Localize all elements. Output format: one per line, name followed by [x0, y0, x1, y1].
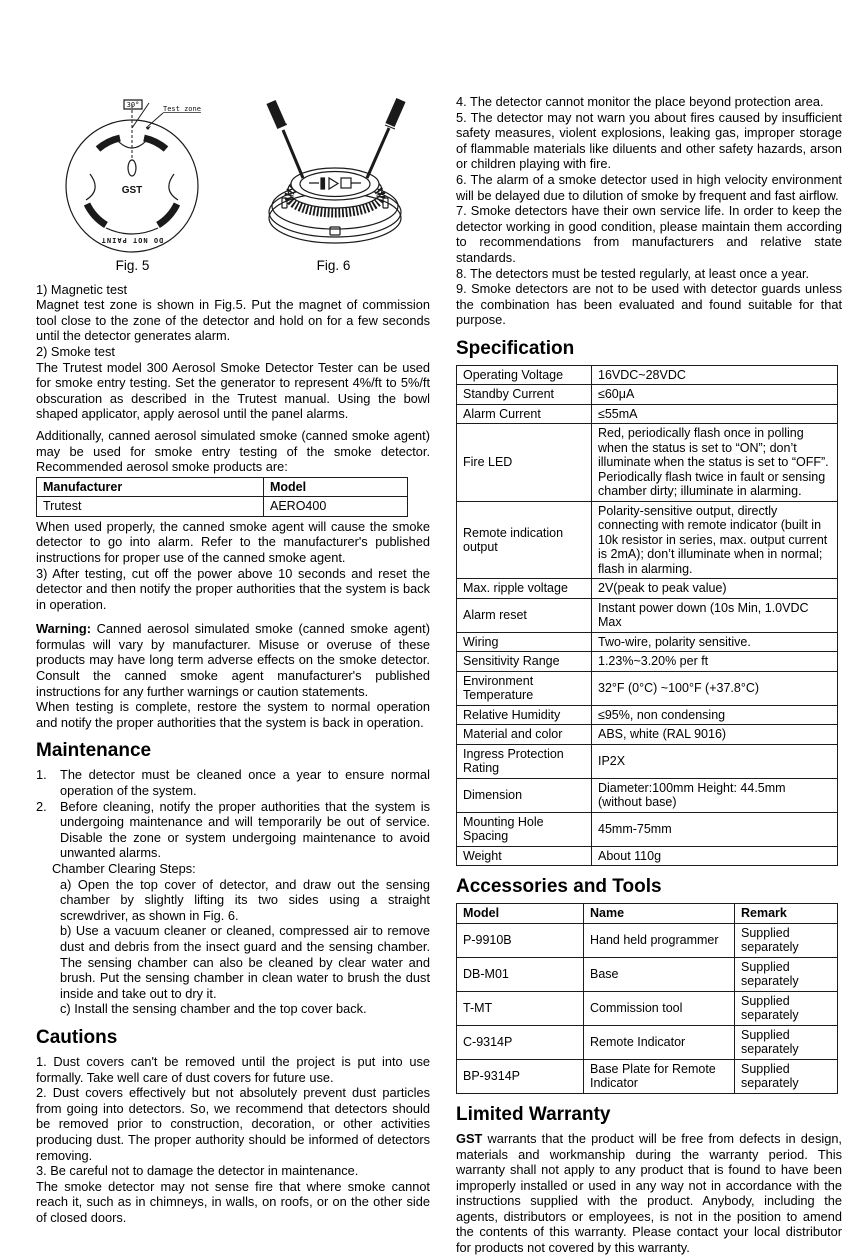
testing-complete-paragraph: When testing is complete, restore the system to normal operation and notify the proper authorities that the system is back in operation.	[36, 699, 430, 730]
spec-row	[457, 744, 838, 778]
acc-remark: Supplied separately	[735, 1059, 838, 1093]
fig5-test-zone-label: Test zone	[163, 105, 201, 113]
fig6-caption: Fig. 6	[316, 258, 351, 273]
spec-row	[457, 671, 838, 705]
spec-label: Relative Humidity	[457, 705, 592, 725]
spec-value: Instant power down (10s Min, 1.0VDC Max	[592, 598, 838, 632]
spec-value: About 110g	[592, 846, 838, 866]
spec-row	[457, 812, 838, 846]
cautions-title: Cautions	[36, 1026, 118, 1048]
maintenance-item-text: Before cleaning, notify the proper authorities that the system is undergoing maintenance and will temporarily be out of service. Disable the zone or system undergoing maintenance to avoid unwanted alarms.	[60, 798, 430, 861]
when-used-paragraph: When used properly, the canned smoke agent will cause the smoke detector to go into alarm. Refer to the manufacturer's published instructions for proper use of the canned smoke agent.	[36, 518, 430, 565]
accessories-row	[457, 1025, 838, 1059]
specification-title: Specification	[456, 337, 575, 359]
spec-value: ≤60μA	[592, 385, 838, 405]
step-letter: a)	[60, 876, 72, 892]
accessories-row	[457, 991, 838, 1025]
spec-label: Environment Temperature	[457, 671, 592, 705]
spec-label: Standby Current	[457, 385, 592, 405]
caution-item: 3. Be careful not to damage the detector in maintenance.	[36, 1163, 359, 1179]
acc-model: P-9910B	[457, 923, 584, 957]
spec-value: ≤95%, non condensing	[592, 705, 838, 725]
warranty-title: Limited Warranty	[456, 1103, 611, 1125]
spec-row	[457, 846, 838, 866]
smoke-test-body2: Additionally, canned aerosol simulated smoke (canned smoke agent) may be used for smoke entry testing of the smoke detector. Recommended aerosol smoke products are:	[36, 427, 430, 475]
accessories-table	[456, 903, 838, 1094]
acc-name: Hand held programmer	[584, 923, 735, 957]
maintenance-item-number: 2.	[36, 798, 47, 814]
spec-value: ABS, white (RAL 9016)	[592, 725, 838, 745]
warranty-body	[456, 1131, 842, 1256]
spec-value: 2V(peak to peak value)	[592, 579, 838, 599]
figures-row	[36, 94, 430, 274]
acc-model: DB-M01	[457, 957, 584, 991]
spec-row	[457, 705, 838, 725]
maintenance-item	[36, 767, 430, 798]
acc-model: C-9314P	[457, 1025, 584, 1059]
caution-item: 2. Dust covers effectively but not absolutely prevent dust particles from going into detectors. So, we recommend that detectors should be removed prior to construction, decoration, or other activities producing dust. The proper authority should be informed of detectors removing.	[36, 1085, 430, 1163]
spec-label: Operating Voltage	[457, 365, 592, 385]
warning-paragraph	[36, 621, 430, 699]
spec-row	[457, 598, 838, 632]
left-column	[36, 94, 430, 1256]
spec-row	[457, 424, 838, 502]
accessories-row	[457, 923, 838, 957]
spec-row	[457, 365, 838, 385]
note-item: 5. The detector may not warn you about fires caused by insufficient safety measures, violent explosions, leaking gas, improper storage of flammable materials like diluents and other safety hazards, arson or children playing with fire.	[456, 109, 842, 172]
chamber-step-c	[60, 1001, 430, 1017]
warning-label: Warning:	[36, 621, 91, 637]
spec-row	[457, 725, 838, 745]
accessories-header-row	[457, 904, 838, 924]
warning-body: Canned aerosol simulated smoke (canned smoke agent) formulas will vary by manufacturer. Misuse or overuse of these products may have long term adverse effects on the smoke detector. Consult the canned smoke agent manufacturer's published instructions for any further warnings or caution statements.	[36, 621, 430, 699]
spec-label: Max. ripple voltage	[457, 579, 592, 599]
spec-row	[457, 501, 838, 579]
fig5-angle-label: 30°	[126, 101, 140, 109]
step-text: Install the sensing chamber and the top cover back.	[70, 1001, 367, 1017]
spec-row	[457, 632, 838, 652]
acc-header-remark: Remark	[735, 904, 838, 924]
maintenance-item-number: 1.	[36, 767, 47, 783]
note-item: 4. The detector cannot monitor the place beyond protection area.	[456, 94, 824, 109]
acc-header-model: Model	[457, 904, 584, 924]
spec-label: Fire LED	[457, 424, 592, 502]
warranty-text: warrants that the product will be free from defects in design, materials and workmanship during the warranty period. This warranty shall not apply to any product that is found to have been improperly installed or used in any way not in accordance with the instructions supplied with the product. Anybody, including the agents, distributors or employees, is not in the position to amend the contents of this warranty. Please contact your local distributor for products not covered by this warranty.	[456, 1130, 842, 1256]
acc-name: Commission tool	[584, 991, 735, 1025]
acc-name: Base	[584, 957, 735, 991]
chamber-step-b	[60, 923, 430, 1001]
after-testing-item: 3) After testing, cut off the power above 10 seconds and reset the detector and then notify the proper authorities that the system is back in operation.	[36, 565, 430, 612]
aerosol-header-manufacturer: Manufacturer	[37, 477, 264, 497]
spec-value: Polarity-sensitive output, directly connecting with remote indicator (built in 10k resistor in series, max. output current is 2mA); don’t illuminate when in normal; flash in alarming.	[592, 501, 838, 579]
spec-value: ≤55mA	[592, 404, 838, 424]
note-item: 7. Smoke detectors have their own service life. In order to keep the detector working in good condition, please maintain them according to recommendations from manufacturers and relative state standards.	[456, 203, 842, 265]
spec-label: Remote indication output	[457, 501, 592, 579]
spec-value: Two-wire, polarity sensitive.	[592, 632, 838, 652]
spec-value: Diameter:100mm Height: 44.5mm (without base)	[592, 778, 838, 812]
figure-6	[237, 94, 430, 274]
acc-model: BP-9314P	[457, 1059, 584, 1093]
step-letter: b)	[60, 923, 72, 939]
spec-label: Weight	[457, 846, 592, 866]
figure-6-drawing	[237, 94, 430, 256]
chamber-clearing-heading: Chamber Clearing Steps:	[52, 861, 196, 876]
warranty-brand: GST	[456, 1130, 483, 1146]
acc-header-name: Name	[584, 904, 735, 924]
accessories-title: Accessories and Tools	[456, 876, 662, 898]
spec-value: Red, periodically flash once in polling when the status is set to “ON”; don’t illuminate when the status is set to “OFF”. Periodically flash twice in fault or sensing chamber dirty; illuminate in alarming.	[592, 424, 838, 502]
aerosol-cell-manufacturer: Trutest	[37, 497, 264, 517]
note-item: 8. The detectors must be tested regularly, at least once a year.	[456, 265, 810, 281]
maintenance-title: Maintenance	[36, 740, 152, 762]
acc-name: Remote Indicator	[584, 1025, 735, 1059]
step-letter: c)	[60, 1001, 71, 1017]
spec-row	[457, 778, 838, 812]
maintenance-item	[36, 799, 430, 861]
fig5-caption: Fig. 5	[115, 258, 150, 273]
spec-label: Material and color	[457, 725, 592, 745]
spec-row	[457, 385, 838, 405]
figure-5-drawing	[36, 94, 229, 256]
spec-row	[457, 404, 838, 424]
spec-label: Dimension	[457, 778, 592, 812]
spec-label: Ingress Protection Rating	[457, 744, 592, 778]
accessories-row	[457, 1059, 838, 1093]
fig5-do-not-paint-label: DO NOT PAINT	[100, 236, 164, 244]
note-item: 9. Smoke detectors are not to be used with detector guards unless the combination has been evaluated and found suitable for that purpose.	[456, 281, 842, 328]
spec-row	[457, 652, 838, 672]
spec-label: Sensitivity Range	[457, 652, 592, 672]
acc-name: Base Plate for Remote Indicator	[584, 1059, 735, 1093]
smoke-test-heading: 2) Smoke test	[36, 343, 115, 359]
acc-remark: Supplied separately	[735, 923, 838, 957]
cautions-footer: The smoke detector may not sense fire that where smoke cannot reach it, such as in chimneys, in walls, on roofs, or on the other side of closed doors.	[36, 1178, 430, 1225]
aerosol-table-row	[37, 497, 408, 517]
spec-value: 1.23%~3.20% per ft	[592, 652, 838, 672]
spec-value: 16VDC~28VDC	[592, 365, 838, 385]
fig5-center-logo: GST	[121, 185, 143, 196]
acc-remark: Supplied separately	[735, 957, 838, 991]
smoke-test-body: The Trutest model 300 Aerosol Smoke Detector Tester can be used for smoke entry testing. Set the generator to represent 4%/ft to 5%/ft obscuration as described in the Trutest manual. Using the bowl shaped applicator, apply aerosol until the panel alarms.	[36, 359, 430, 422]
note-item: 6. The alarm of a smoke detector used in high velocity environment will be delayed due to dilution of smoke by frequent and fast airflow.	[456, 171, 842, 203]
magnetic-test-heading: 1) Magnetic test	[36, 281, 128, 297]
aerosol-table-header-row	[37, 477, 408, 497]
specification-table	[456, 365, 838, 867]
magnetic-test-body: Magnet test zone is shown in Fig.5. Put the magnet of commission tool close to the zone of the detector and hold on for a few seconds until the detector generates alarm.	[36, 297, 430, 344]
maintenance-item-text: The detector must be cleaned once a year to ensure normal operation of the system.	[60, 767, 430, 799]
right-column	[456, 94, 842, 1256]
spec-label: Alarm reset	[457, 598, 592, 632]
acc-remark: Supplied separately	[735, 991, 838, 1025]
accessories-row	[457, 957, 838, 991]
step-text: Open the top cover of detector, and draw out the sensing chamber by slightly lifting its two sides using a straight screwdriver, as shown in Fig. 6.	[60, 876, 430, 923]
caution-item: 1. Dust covers can't be removed until the project is put into use formally. Take well care of dust covers for future use.	[36, 1053, 430, 1085]
spec-value: 32°F (0°C) ~100°F (+37.8°C)	[592, 671, 838, 705]
chamber-step-a	[60, 877, 430, 924]
spec-label: Mounting Hole Spacing	[457, 812, 592, 846]
acc-remark: Supplied separately	[735, 1025, 838, 1059]
spec-value: IP2X	[592, 744, 838, 778]
spec-label: Wiring	[457, 632, 592, 652]
aerosol-cell-model: AERO400	[264, 497, 408, 517]
figure-5	[36, 94, 229, 274]
spec-row	[457, 579, 838, 599]
step-text: Use a vacuum cleaner or cleaned, compressed air to remove dust and debris from the insect guard and the sensing chamber. The sensing chamber can also be cleaned by clear water and brush. Put the sensing chamber in clean water to brush the dust inside and take out to dry it.	[60, 923, 430, 1001]
spec-label: Alarm Current	[457, 404, 592, 424]
acc-model: T-MT	[457, 991, 584, 1025]
aerosol-products-table	[36, 477, 408, 517]
aerosol-header-model: Model	[264, 477, 408, 497]
spec-value: 45mm-75mm	[592, 812, 838, 846]
